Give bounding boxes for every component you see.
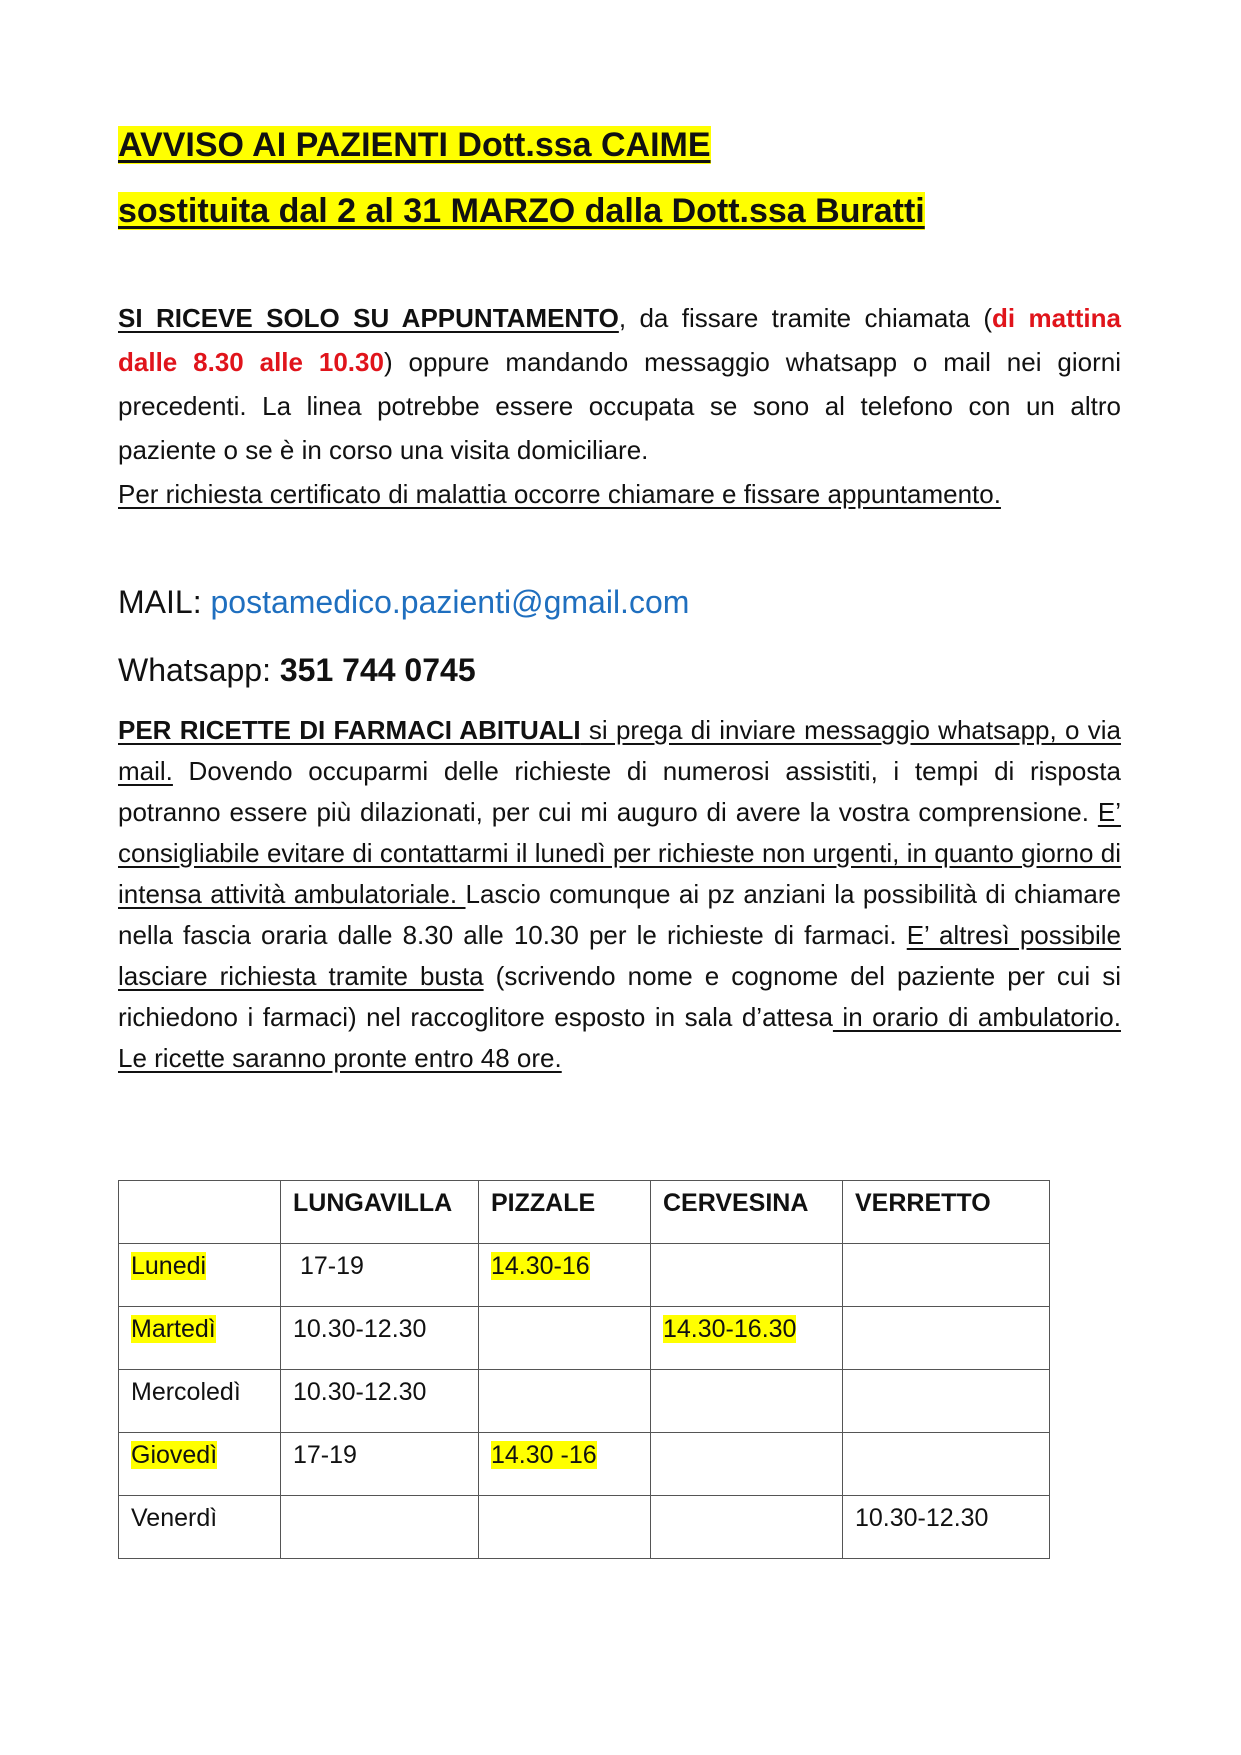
day-label: Lunedi [131,1252,207,1280]
table-row [119,1244,1050,1307]
header-verretto: VERRETTO [843,1181,1050,1244]
appointment-only-label: SI RICEVE SOLO SU APPUNTAMENTO [118,303,619,333]
whatsapp-number: 351 744 0745 [279,652,476,688]
prescriptions-paragraph [118,710,1121,1079]
mail-link[interactable]: postamedico.pazienti@gmail.com [210,584,690,620]
schedule-table [118,1180,1050,1559]
whatsapp-line [118,648,476,692]
schedule-header-row [119,1181,1050,1244]
header-lungavilla: LUNGAVILLA [281,1181,479,1244]
mail-line [118,580,689,624]
prescriptions-text-3: (scrivendo nome e cognome del paziente per cui si richiedono i farmaci) nel raccoglitore esposto in sala d’attesa [118,961,1121,1032]
notice-subtitle: sostituita dal 2 al 31 MARZO dalla Dott.ssa Buratti [118,192,925,230]
ready-time-note: in orario di ambulatorio. Le ricette saranno pronte entro 48 ore. [118,1002,1121,1073]
table-row [119,1307,1050,1370]
mail-label: MAIL: [118,584,211,620]
day-label: Venerdì [131,1504,218,1532]
header-pizzale: PIZZALE [479,1181,651,1244]
header-cervesina: CERVESINA [651,1181,843,1244]
hours-cell: 17-19 [293,1441,357,1469]
table-row [119,1496,1050,1559]
notice-title: AVVISO AI PAZIENTI Dott.ssa CAIME [118,126,711,164]
table-row [119,1370,1050,1433]
call-hours: di mattina dalle 8.30 alle 10.30 [118,303,1121,377]
hours-cell: 10.30-12.30 [293,1378,427,1406]
appointment-text-1: , da fissare tramite chiamata ( [618,303,993,333]
hours-cell: 17-19 [293,1252,364,1280]
table-row [119,1433,1050,1496]
prescriptions-text-1: Dovendo occuparmi delle richieste di numerosi assistiti, i tempi di risposta potranno essere più dilazionati, per cui mi auguro di avere la vostra comprensione. [118,756,1121,827]
prescriptions-heading: PER RICETTE DI FARMACI ABITUALI [118,715,581,745]
hours-cell: 14.30 -16 [491,1441,597,1469]
certificate-note: Per richiesta certificato di malattia occorre chiamare e fissare appuntamento. [118,479,1001,509]
monday-advice: E’ consigliabile evitare di contattarmi il lunedì per richieste non urgenti, in quanto giorno di intensa attività ambulatoriale. [118,797,1121,909]
hours-cell: 14.30-16.30 [663,1315,797,1343]
day-label: Martedì [131,1315,216,1343]
hours-cell: 10.30-12.30 [293,1315,427,1343]
prescriptions-text-2: Lascio comunque ai pz anziani la possibilità di chiamare nella fascia oraria dalle 8.30 alle 10.30 per le richieste di farmaci. [118,879,1121,950]
appointment-text-2: ) oppure mandando messaggio whatsapp o mail nei giorni precedenti. La linea potrebbe essere occupata se sono al telefono con un altro paziente o se è in corso una visita domiciliare. [118,347,1121,465]
whatsapp-label: Whatsapp: [118,652,280,688]
hours-cell: 14.30-16 [491,1252,590,1280]
header-corner [119,1181,281,1244]
hours-cell: 10.30-12.30 [855,1504,989,1532]
day-label: Giovedì [131,1441,218,1469]
prescriptions-request: si prega di inviare messaggio whatsapp, o via mail. [118,715,1121,786]
day-label: Mercoledì [131,1378,241,1406]
envelope-option: E’ altresì possibile lasciare richiesta tramite busta [118,920,1122,991]
appointment-paragraph [118,296,1121,516]
